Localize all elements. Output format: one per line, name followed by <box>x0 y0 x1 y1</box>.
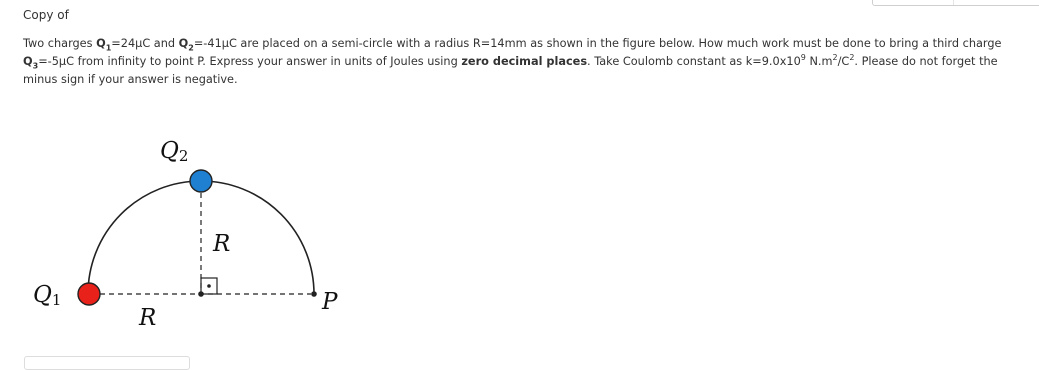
radius-label-horizontal: R <box>139 305 157 331</box>
charge-q1-dot <box>78 283 100 305</box>
charge-q3-subscript: 3 <box>32 61 39 71</box>
point-p-dot <box>311 291 317 297</box>
charge-q2-letter: Q <box>178 37 189 50</box>
bottom-answer-field[interactable] <box>24 356 190 370</box>
bold-instruction: zero decimal places <box>461 55 588 68</box>
charge-q1-value: =24μC <box>111 37 151 50</box>
m-exponent: 2 <box>832 53 838 63</box>
question-part-7: . Please do not forget the minus sign if your answer is negative. <box>23 55 998 86</box>
right-angle-dot <box>207 284 211 288</box>
q1-figure-label: Q1 <box>33 282 62 309</box>
question-part-5: N.m <box>805 55 833 68</box>
charge-q1-letter: Q <box>96 37 106 50</box>
charge-q3-value: =-5μC <box>38 55 74 68</box>
question-part-3: from infinity to point P. Express your answer in units of Joules using <box>74 55 462 68</box>
question-part-2: are placed on a semi-circle with a radius R=14mm as shown in the figure below. How much work must be done to bring a third charge <box>236 37 1002 50</box>
question-part-1: Two charges <box>23 37 97 50</box>
question-and: and <box>150 37 179 50</box>
charge-q3-letter: Q <box>23 55 33 68</box>
radius-label-vertical: R <box>213 231 231 257</box>
charge-q2-value: =-41μC <box>193 37 237 50</box>
k-exponent: 9 <box>800 53 806 63</box>
charge-q1-subscript: 1 <box>105 43 112 53</box>
page-title: Copy of <box>23 8 69 22</box>
charge-q2-dot <box>190 170 212 192</box>
center-point <box>198 291 204 297</box>
c-exponent: 2 <box>849 53 855 63</box>
charge-q2-subscript: 2 <box>188 43 194 53</box>
question-part-4: . Take Coulomb constant as k=9.0x10 <box>587 55 801 68</box>
q2-figure-label: Q2 <box>160 138 189 165</box>
point-p-label: P <box>322 289 338 315</box>
question-part-6: /C <box>837 55 850 68</box>
